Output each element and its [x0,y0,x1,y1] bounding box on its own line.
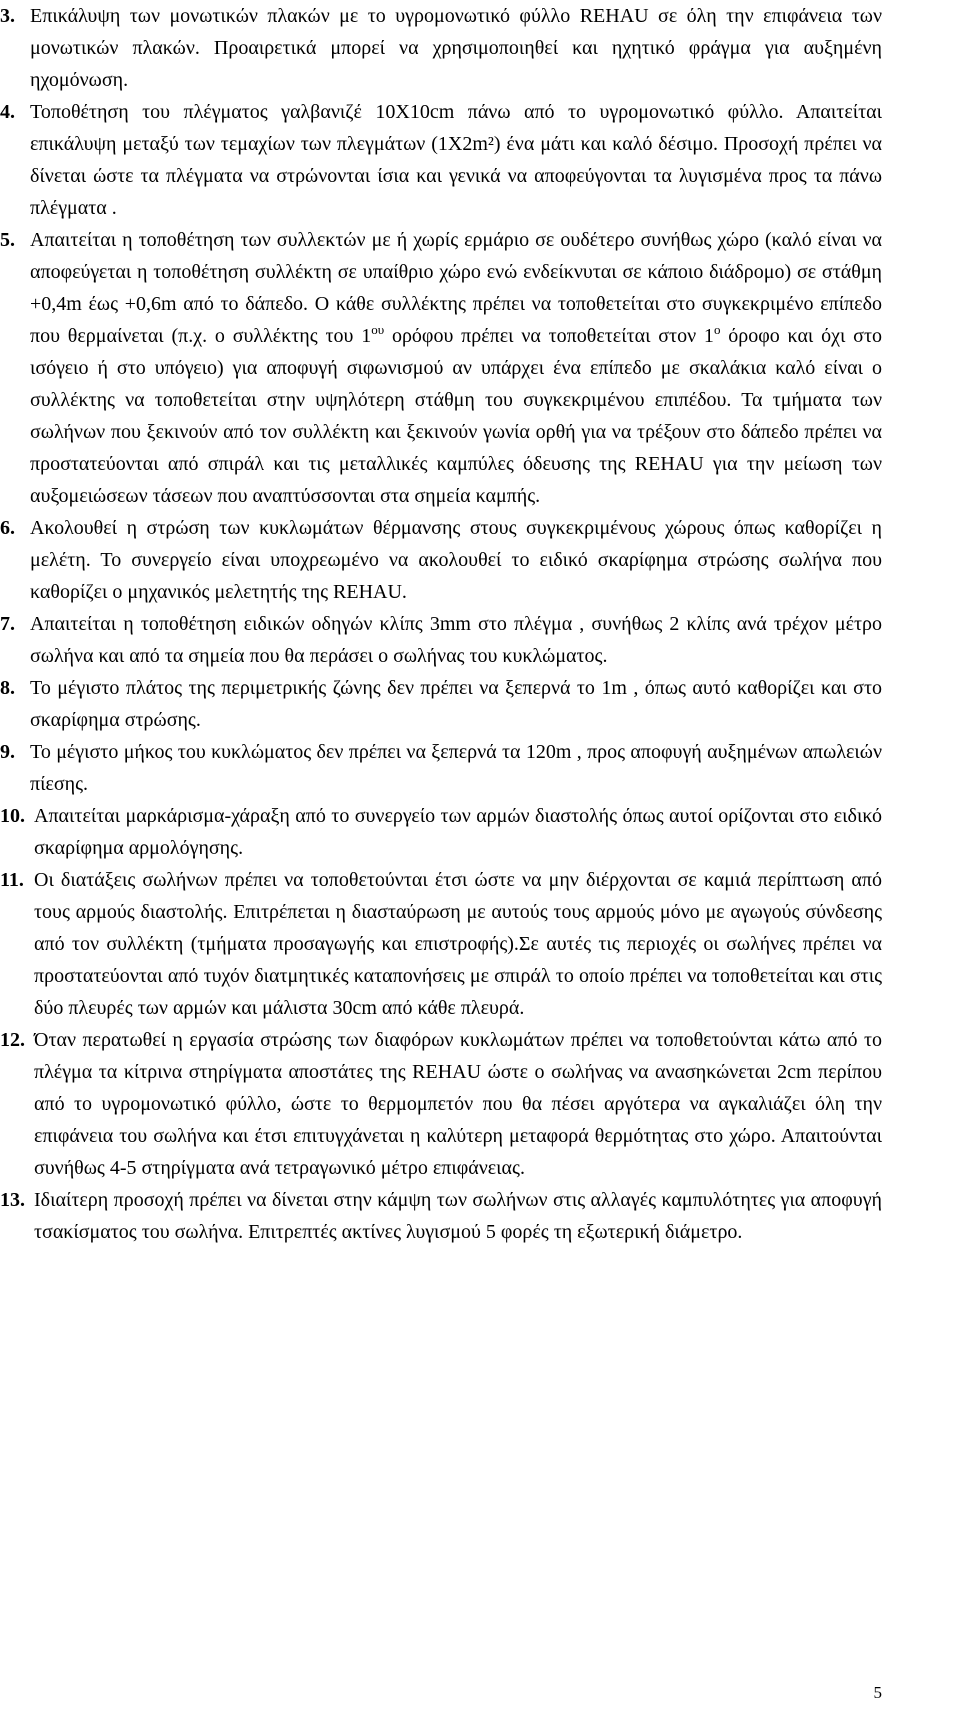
list-item-12 [0,1024,882,1184]
item-number: 6. [0,517,15,539]
item-text: Το μέγιστο πλάτος της περιμετρικής ζώνης δεν πρέπει να ξεπερνά το 1m , όπως αυτό καθορίζει και στο σκαρίφημα στρώσης. [30,677,882,731]
item-text-part-a: Απαιτείται η τοποθέτηση των συλλεκτών με ή χωρίς ερμάριο σε ουδέτερο συνήθως χώρο (καλό είναι να αποφεύγεται η τοποθέτηση συλλέκτη σε υπαίθριο χώρο ενώ ενδείκνυται σε κάποιο διάδρομο) σε στάθμη +0,4m έως +0,6m από το δάπεδο. Ο κάθε συλλέκτης πρέπει να τοποθετείται στο συγκεκριμένο επίπεδο που θερμαίνεται (π.χ. ο συλλέκτης του 1 [30,229,882,347]
item-number: 13. [0,1189,25,1211]
item-text: Τοποθέτηση του πλέγματος γαλβανιζέ 10Χ10cm πάνω από το υγρομονωτικό φύλλο. Απαιτείται επικάλυψη μεταξύ των τεμαχίων των πλεγμάτων (1Χ2m²) ένα μάτι και καλό δέσιμο. Προσοχή πρέπει να δίνεται ώστε τα πλέγματα να στρώνονται ίσια και γενικά να αποφεύγονται τα λυγισμένα προς τα πάνω πλέγματα . [30,101,882,219]
list-item-6 [0,512,882,608]
page-number: 5 [873,1683,882,1702]
list-item-8 [0,672,882,736]
list-item-10 [0,800,882,864]
list-item-4 [0,96,882,224]
item-text: Ιδιαίτερη προσοχή πρέπει να δίνεται στην κάμψη των σωλήνων στις αλλαγές καμπυλότητες για αποφυγή τσακίσματος του σωλήνα. Επιτρεπτές ακτίνες λυγισμού 5 φορές τη εξωτερική διάμετρο. [34,1189,882,1243]
item-number: 11. [0,869,24,891]
item-text: Το μέγιστο μήκος του κυκλώματος δεν πρέπει να ξεπερνά τα 120m , προς αποφυγή αυξημένων απωλειών πίεσης. [30,741,882,795]
item-text: Επικάλυψη των μονωτικών πλακών με το υγρομονωτικό φύλλο REHAU σε όλη την επιφάνεια των μονωτικών πλακών. Προαιρετικά μπορεί να χρησιμοποιηθεί και ηχητικό φράγμα για αυξημένη ηχομόνωση. [30,5,882,91]
item-number: 8. [0,677,15,699]
item-number: 5. [0,229,15,251]
item-number: 4. [0,101,15,123]
item-number: 7. [0,613,15,635]
item-text-part-b: ορόφου πρέπει να τοποθετείται στον 1 [384,325,714,347]
item-text: Απαιτείται η τοποθέτηση ειδικών οδηγών κλίπς 3mm στο πλέγμα , συνήθως 2 κλίπς ανά τρέχον μέτρο σωλήνα και από τα σημεία που θα περάσει ο σωλήνας του κυκλώματος. [30,613,882,667]
item-number: 3. [0,5,15,27]
list-item-7 [0,608,882,672]
superscript-o: ο [713,322,721,337]
item-text: Όταν περατωθεί η εργασία στρώσης των διαφόρων κυκλωμάτων πρέπει να τοποθετούνται κάτω από το πλέγμα τα κίτρινα στηρίγματα αποστάτες της REHAU ώστε ο σωλήνας να ανασηκώνεται 2cm περίπου από το υγρομονωτικό φύλλο, ώστε το θερμομπετόν που θα πέσει αργότερα να αγκαλιάζει όλη την επιφάνεια του σωλήνα και έτσι επιτυγχάνεται η καλύτερη μεταφορά θερμότητας στο χώρο. Απαιτούνται συνήθως 4-5 στηρίγματα ανά τετραγωνικό μέτρο επιφάνειας. [34,1029,882,1179]
superscript-ou: ου [371,322,385,337]
list-item-9 [0,736,882,800]
item-text: Οι διατάξεις σωλήνων πρέπει να τοποθετούνται έτσι ώστε να μην διέρχονται σε καμιά περίπτωση από τους αρμούς διαστολής. Επιτρέπεται η διασταύρωση με αυτούς τους αρμούς μόνο με αγωγούς σύνδεσης από τον συλλέκτη (τμήματα προσαγωγής και επιστροφής).Σε αυτές τις περιοχές οι σωλήνες πρέπει να προστατεύονται από τυχόν διατμητικές καταπονήσεις με σπιράλ το οποίο πρέπει να τοποθετείται και στις δύο πλευρές των αρμών και μάλιστα 30cm από κάθε πλευρά. [34,869,882,1019]
item-number: 9. [0,741,15,763]
item-text: Ακολουθεί η στρώση των κυκλωμάτων θέρμανσης στους συγκεκριμένους χώρους όπως καθορίζει η μελέτη. Το συνεργείο είναι υποχρεωμένο να ακολουθεί το ειδικό σκαρίφημα στρώσης σωλήνα που καθορίζει ο μηχανικός μελετητής της REHAU. [30,517,882,603]
item-number: 12. [0,1029,25,1051]
list-item-3 [0,0,882,96]
item-number: 10. [0,805,25,827]
item-text-part-c: όροφο και όχι στο ισόγειο ή στο υπόγειο) για αποφυγή σιφωνισμού αν υπάρχει ένα επίπεδο με σκαλάκια καλό είναι ο συλλέκτης να τοποθετείται στην υψηλότερη στάθμη του συγκεκριμένου επιπέδου. Τα τμήματα των σωλήνων που ξεκινούν από τον συλλέκτη και ξεκινούν γωνία ορθή για να τρέξουν στο δάπεδο πρέπει να προστατεύονται από σπιράλ και τις μεταλλικές καμπύλες όδευσης της REHAU για την μείωση των αυξομειώσεων τάσεων που αναπτύσσονται στα σημεία καμπής. [30,325,882,507]
list-item-13 [0,1184,882,1248]
list-item-11 [0,864,882,1024]
list-item-5 [0,224,882,512]
item-text: Απαιτείται μαρκάρισμα-χάραξη από το συνεργείο των αρμών διαστολής όπως αυτοί ορίζονται στο ειδικό σκαρίφημα αρμολόγησης. [34,805,882,859]
